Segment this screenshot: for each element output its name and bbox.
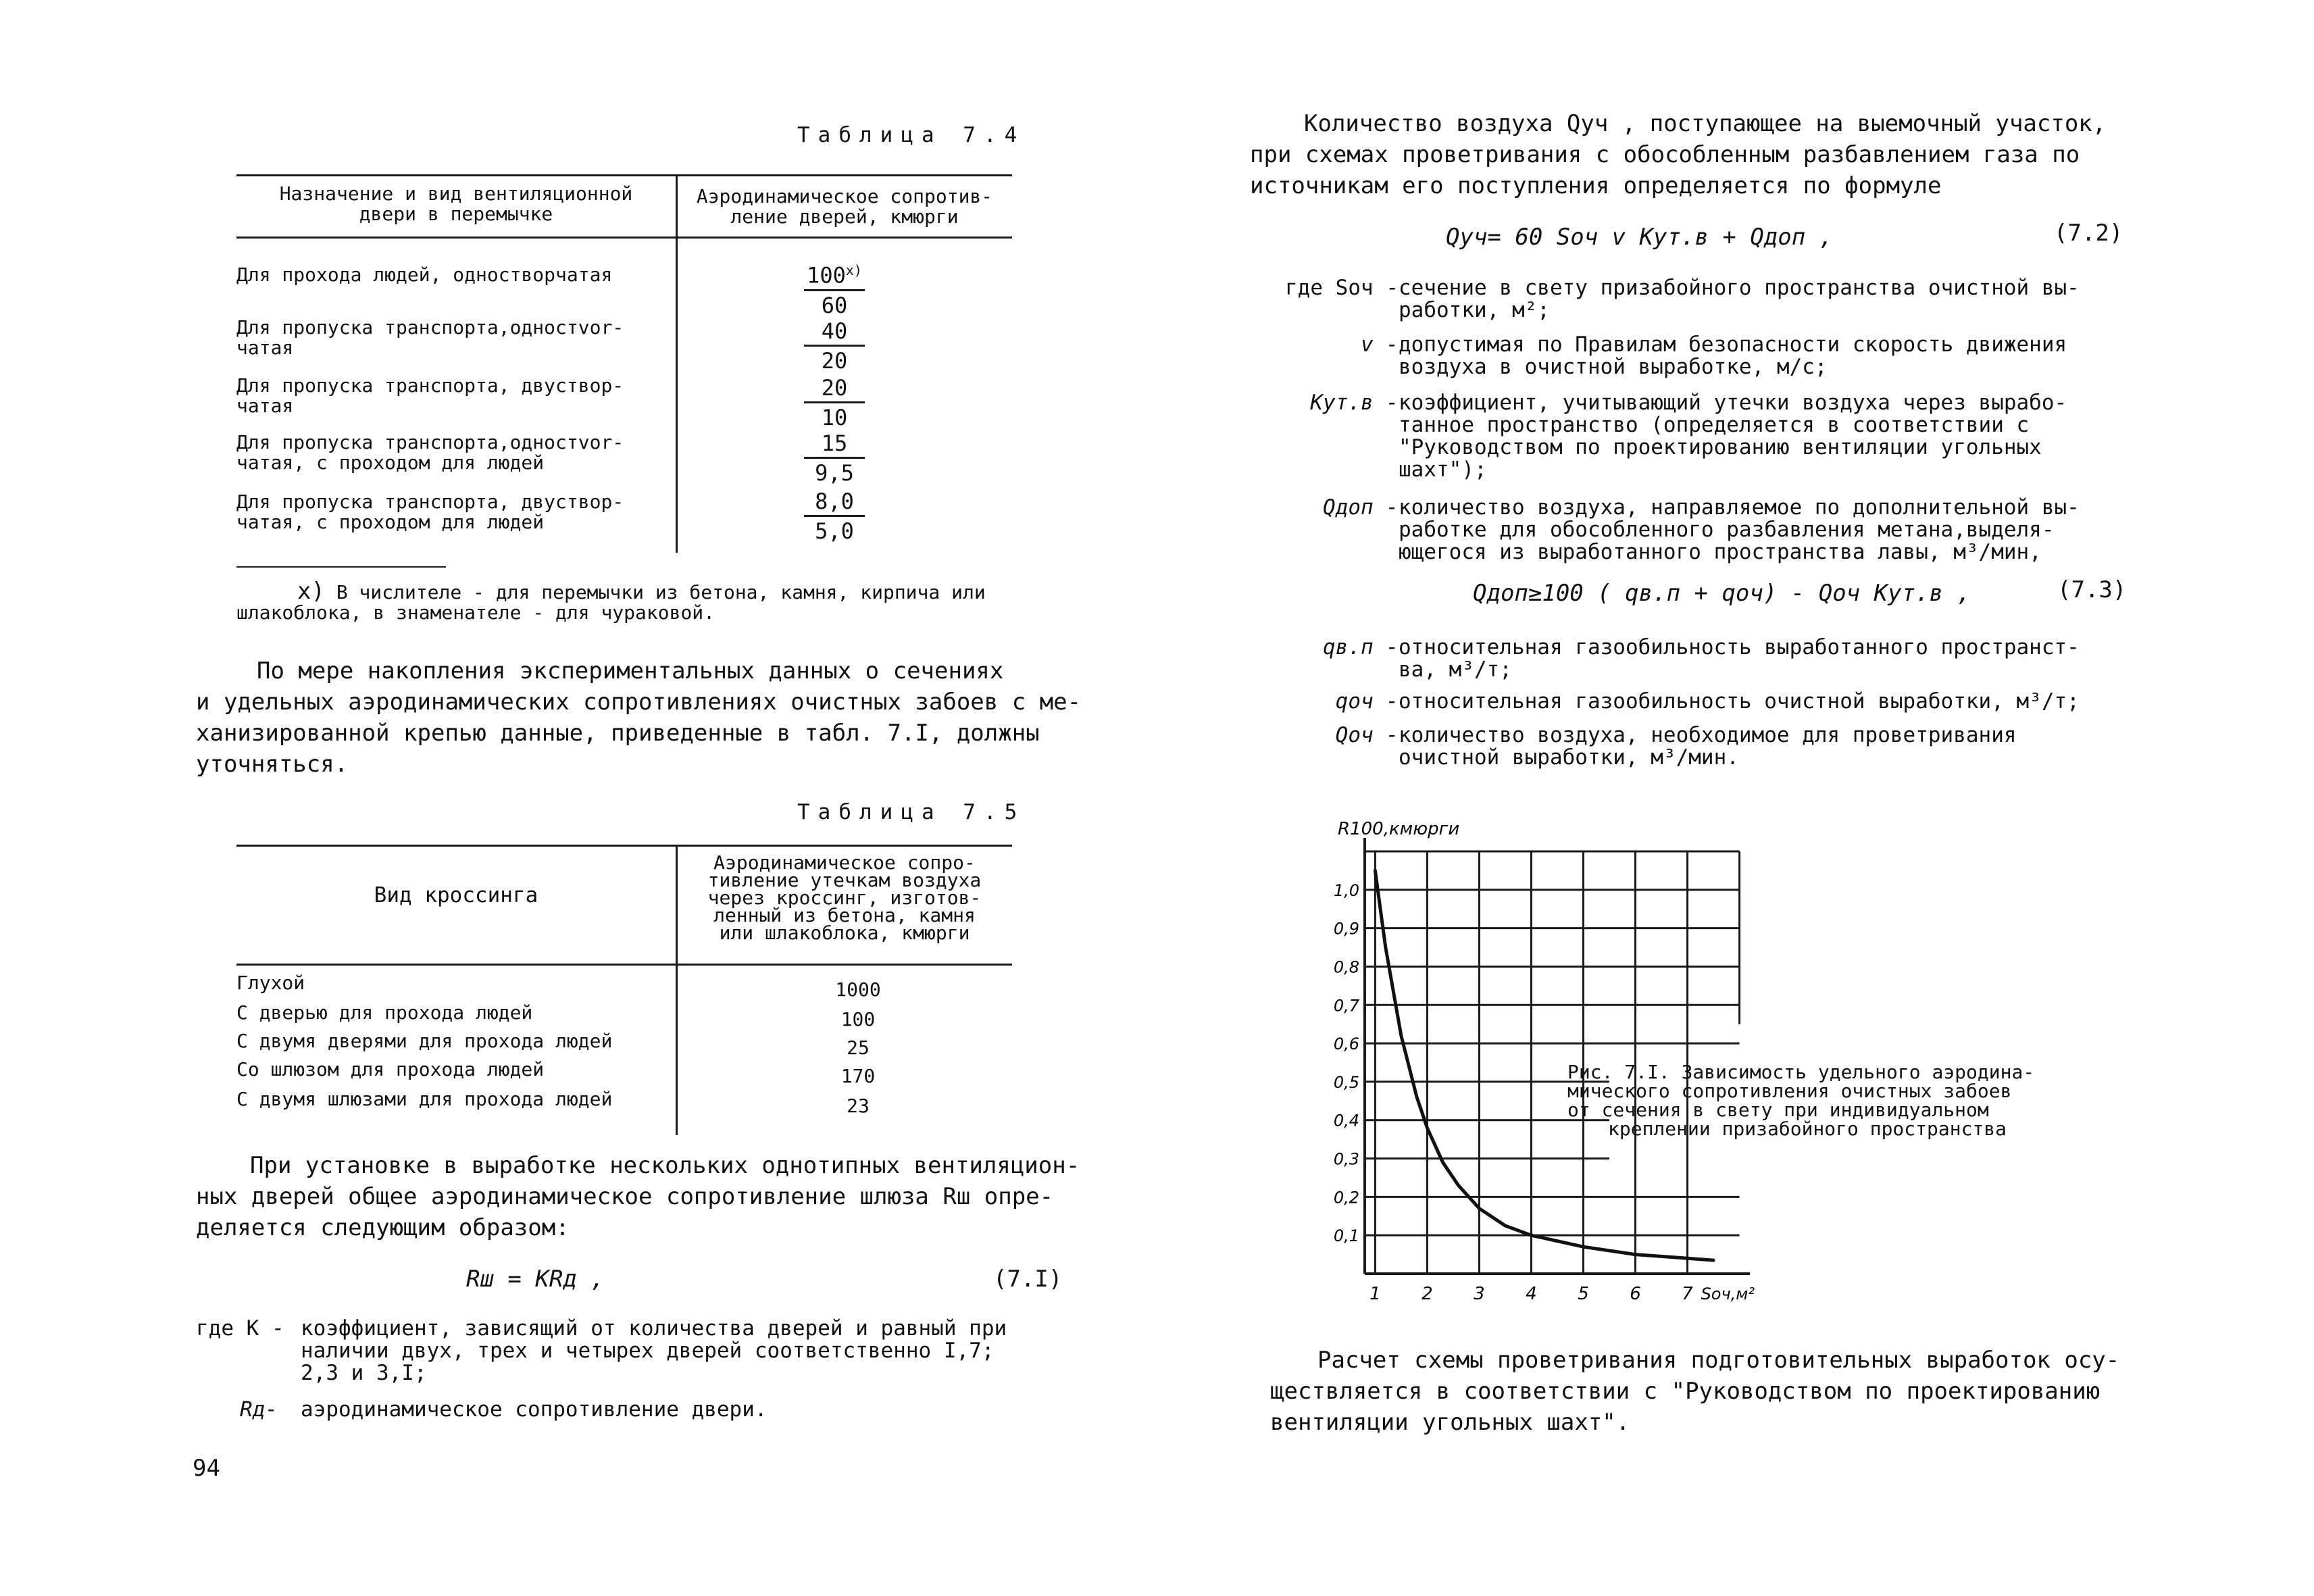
formula-7-1-number: (7.I)	[993, 1266, 1063, 1293]
table-row: Для пропуска транспорта,одностvor- чатая, с проходом для людей	[236, 431, 624, 474]
table-cell: 23	[847, 1095, 870, 1117]
formula-7-2: Qуч= 60 Sоч v Kут.в + Qдоп ,	[1446, 224, 1834, 251]
table74-top-rule	[236, 174, 1012, 176]
table-cell: 100	[840, 1008, 876, 1030]
paragraph-sections: По мере накопления экспериментальных данных о сечениях и удельных аэродинамических сопротивлениях очистных забоев с ме- ханизированной крепью данные, приведенные в табл. 7.I, должны уточняться.	[196, 657, 1082, 778]
def-qvp-symbol: qв.п -	[1323, 635, 1399, 659]
def-soch-symbol: где Sоч -	[1285, 276, 1399, 300]
table-cell: 170	[840, 1065, 876, 1087]
formula-7-2-number: (7.2)	[2054, 220, 2123, 247]
figure-caption: Рис. 7.I. Зависимость удельного аэродина- мического сопротивления очистных забоев от сечения в свету при индивидуальном креплении призабойного пространства	[1567, 1061, 2035, 1140]
table-row: Для пропуска транспорта, двуствор- чатая	[236, 374, 624, 417]
y-tick-label: 1,0	[1333, 880, 1359, 900]
chart-axes	[1365, 838, 1750, 1274]
def-qvp-text: относительная газообильность выработанного пространст- ва, м³/т;	[1399, 635, 2080, 682]
table75-header-col1: Вид кроссинга	[374, 883, 538, 907]
def-v-text: допустимая по Правилам безопасности скорость движения воздуха в очистной выработке, м/с;	[1399, 332, 2067, 379]
table-row: Для прохода людей, одностворчатая	[236, 264, 613, 286]
table74-value-3: $\frac{15}{9,5}$	[804, 430, 865, 487]
table-row: Для пропуска транспорта, двуствор- чатая, с проходом для людей	[236, 491, 624, 533]
table74-value-4: $\frac{8,0}{5,0}$	[804, 488, 865, 545]
x-tick-label: 3	[1474, 1284, 1485, 1304]
table-row: С двумя шлюзами для прохода людей	[236, 1088, 613, 1110]
table74-value-1: $\frac{40}{20}$	[804, 318, 865, 375]
x-tick-label: 2	[1422, 1284, 1433, 1304]
table75-header-col2: Аэродинамическое сопро- тивление утечкам воздуха через кроссинг, изготов- ленный из бетона, камня или шлакоблока, кмюрги	[707, 851, 982, 944]
table75-col-divider	[676, 845, 678, 1135]
table-row: С двумя дверями для прохода людей	[236, 1030, 613, 1052]
y-tick-label: 0,9	[1333, 919, 1359, 939]
table74-value-2: $\frac{20}{10}$	[804, 374, 865, 432]
def-qdop-text: количество воздуха, направляемое по дополнительной вы- работке для обособленного разбавления метана,выделя- ющегося из выработанного пространства лавы, м³/мин,	[1399, 495, 2080, 564]
table75-header-rule	[236, 964, 1012, 966]
table-row: Со шлюзом для прохода людей	[236, 1058, 545, 1080]
where-rd-definition: аэродинамическое сопротивление двери.	[301, 1397, 768, 1422]
table75-caption: Таблица 7.5	[797, 800, 1026, 824]
y-tick-label: 0,2	[1333, 1188, 1359, 1207]
where-k-definition: коэффициент, зависящий от количества дверей и равный при наличии двух, трех и четырех дверей соответственно I,7; 2,3 и 3,I;	[301, 1316, 1007, 1385]
footnote-rule	[236, 566, 446, 568]
def-v-symbol: v -	[1361, 332, 1399, 357]
x-axis-label: Sоч,м²	[1701, 1285, 1755, 1303]
def-kut-text: коэффициент, учитывающий утечки воздуха через вырабо- танное пространство (определяется в соответствии с "Руководством по проектированию вентиляции угольных шахт");	[1399, 391, 2067, 482]
table74-value-0: $\frac{100^{x)}}{60}$	[804, 257, 865, 320]
def-soch-text: сечение в свету призабойного пространства очистной вы- работки, м²;	[1399, 276, 2080, 322]
def-Qoch-text: количество воздуха, необходимое для проветривания очистной выработки, м³/мин.	[1399, 723, 2017, 770]
def-Qoch-symbol: Qоч -	[1335, 723, 1399, 747]
table74-header-col2: Аэродинамическое сопротив- ление дверей, кмюрги	[696, 185, 993, 228]
table74-footnote: x) В числителе - для перемычки из бетона, камня, кирпича или шлакоблока, в знаменателе - для чураковой.	[236, 578, 986, 624]
paragraph-air-quantity: Количество воздуха Qуч , поступающее на выемочный участок, при схемах проветривания с обособленным разбавлением газа по источникам его поступления определяется по формуле	[1250, 110, 2107, 199]
x-tick-label: 4	[1526, 1284, 1537, 1304]
formula-7-3: Qдоп≥100 ( qв.п + qоч) - Qоч Kут.в ,	[1473, 580, 1971, 607]
table-row: Для пропуска транспорта,одностvor- чатая	[236, 316, 624, 359]
x-tick-label: 7	[1682, 1284, 1693, 1304]
x-tick-label: 5	[1578, 1284, 1589, 1304]
table74-caption: Таблица 7.4	[797, 123, 1026, 147]
table74-header-rule	[236, 236, 1012, 239]
where-k-symbol: где К -	[196, 1316, 284, 1341]
table74-header-col1: Назначение и вид вентиляционной двери в перемычке	[279, 182, 633, 225]
x-tick-label: 1	[1369, 1284, 1381, 1304]
formula-7-1: Rш = KRд ,	[466, 1266, 605, 1293]
table-cell: 25	[847, 1037, 870, 1059]
formula-7-3-number: (7.3)	[2057, 576, 2127, 603]
def-qoch-symbol: qоч -	[1335, 689, 1399, 714]
table-row: Глухой	[236, 972, 305, 994]
def-qoch-text: относительная газообильность очистной выработки, м³/т;	[1399, 689, 2080, 714]
y-tick-label: 0,5	[1333, 1072, 1359, 1092]
table74-col-divider	[676, 174, 678, 553]
paragraph-final: Расчет схемы проветривания подготовительных выработок осу- ществляется в соответствии с "Руководством по проектированию вентиляции угольных шахт".	[1270, 1347, 2120, 1436]
page-number: 94	[193, 1455, 220, 1482]
y-tick-label: 0,1	[1333, 1226, 1359, 1246]
def-qdop-symbol: Qдоп -	[1323, 495, 1399, 520]
y-tick-label: 0,3	[1333, 1149, 1359, 1169]
y-axis-label: R100,кмюрги	[1338, 819, 1460, 839]
def-kut-symbol: Kут.в -	[1310, 391, 1399, 415]
table75-top-rule	[236, 845, 1012, 847]
table-row: С дверью для прохода людей	[236, 1001, 533, 1024]
y-tick-label: 0,8	[1333, 957, 1359, 977]
y-tick-label: 0,4	[1333, 1111, 1359, 1130]
x-tick-label: 6	[1630, 1284, 1641, 1304]
y-tick-label: 0,7	[1333, 996, 1359, 1016]
y-tick-label: 0,6	[1333, 1034, 1359, 1054]
paragraph-shluz: При установке в выработке нескольких однотипных вентиляцион- ных дверей общее аэродинамическое сопротивление шлюза Rш опре- деляется следующим образом:	[196, 1152, 1080, 1241]
where-rd-symbol: Rд-	[240, 1397, 278, 1422]
table-cell: 1000	[835, 978, 881, 1001]
